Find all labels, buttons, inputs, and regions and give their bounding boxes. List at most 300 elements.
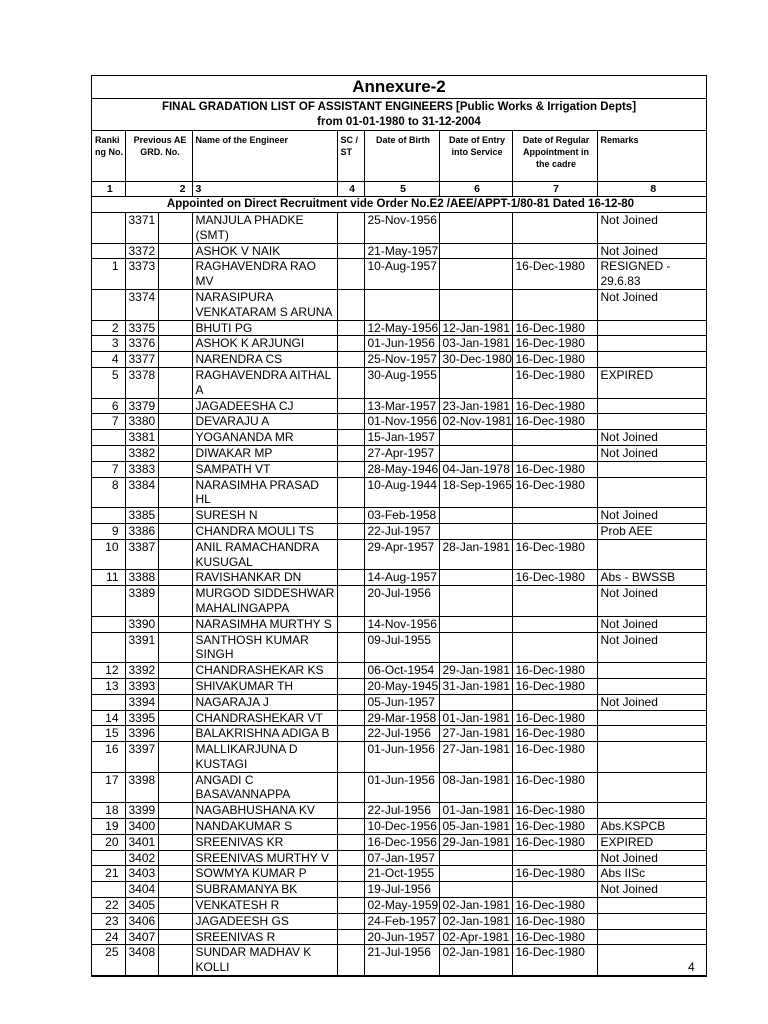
row-sc-st bbox=[337, 694, 364, 710]
row-date-of-entry: 02-Apr-1981 bbox=[439, 929, 512, 945]
row-date-of-entry: 12-Jan-1981 bbox=[439, 320, 512, 336]
row-remarks bbox=[597, 320, 706, 336]
row-remarks: Abs IISc bbox=[597, 866, 706, 882]
row-date-of-birth: 25-Nov-1956 bbox=[364, 213, 439, 244]
row-date-of-entry: 28-Jan-1981 bbox=[439, 539, 512, 570]
table-row bbox=[92, 243, 706, 259]
row-engineer-name: YOGANANDA MR bbox=[192, 430, 337, 446]
table-row bbox=[92, 663, 706, 679]
row-regular-appointment bbox=[512, 243, 597, 259]
annexure-document bbox=[91, 75, 707, 977]
row-date-of-entry bbox=[439, 367, 512, 398]
row-remarks bbox=[597, 352, 706, 368]
row-sc-st bbox=[337, 834, 364, 850]
row-previous-grd-no: 3405 bbox=[125, 898, 158, 914]
header-row bbox=[92, 131, 706, 182]
row-engineer-name: MALLIKARJUNA D KUSTAGI bbox=[192, 742, 337, 773]
row-rank: 16 bbox=[92, 742, 125, 773]
row-blank-cell bbox=[158, 819, 192, 835]
row-date-of-birth: 01-Nov-1956 bbox=[364, 414, 439, 430]
row-engineer-name: SREENIVAS R bbox=[192, 929, 337, 945]
table-row bbox=[92, 523, 706, 539]
row-regular-appointment: 16-Dec-1980 bbox=[512, 398, 597, 414]
column-number: 1 bbox=[92, 182, 125, 197]
row-date-of-entry bbox=[439, 882, 512, 898]
table-row bbox=[92, 367, 706, 398]
row-rank: 10 bbox=[92, 539, 125, 570]
row-blank-cell bbox=[158, 539, 192, 570]
row-date-of-entry: 08-Jan-1981 bbox=[439, 772, 512, 803]
row-previous-grd-no: 3375 bbox=[125, 320, 158, 336]
row-date-of-birth: 29-Apr-1957 bbox=[364, 539, 439, 570]
subtitle-line-1: FINAL GRADATION LIST OF ASSISTANT ENGINEERS [Public Works & Irrigation Depts] bbox=[161, 101, 637, 113]
section-heading-row bbox=[92, 197, 706, 213]
row-date-of-entry: 05-Jan-1981 bbox=[439, 819, 512, 835]
header-remarks: Remarks bbox=[597, 131, 706, 182]
row-remarks bbox=[597, 913, 706, 929]
row-date-of-birth: 06-Oct-1954 bbox=[364, 663, 439, 679]
row-blank-cell bbox=[158, 772, 192, 803]
row-previous-grd-no: 3395 bbox=[125, 710, 158, 726]
row-regular-appointment: 16-Dec-1980 bbox=[512, 772, 597, 803]
row-engineer-name: ANIL RAMACHANDRA KUSUGAL bbox=[192, 539, 337, 570]
row-date-of-birth: 28-May-1946 bbox=[364, 461, 439, 477]
row-date-of-entry bbox=[439, 445, 512, 461]
row-previous-grd-no: 3373 bbox=[125, 259, 158, 290]
row-blank-cell bbox=[158, 259, 192, 290]
row-previous-grd-no: 3383 bbox=[125, 461, 158, 477]
row-sc-st bbox=[337, 850, 364, 866]
row-regular-appointment bbox=[512, 508, 597, 524]
row-blank-cell bbox=[158, 913, 192, 929]
row-engineer-name: ASHOK K ARJUNGI bbox=[192, 336, 337, 352]
row-regular-appointment: 16-Dec-1980 bbox=[512, 570, 597, 586]
row-regular-appointment: 16-Dec-1980 bbox=[512, 663, 597, 679]
row-rank bbox=[92, 213, 125, 244]
row-blank-cell bbox=[158, 243, 192, 259]
row-regular-appointment bbox=[512, 616, 597, 632]
row-previous-grd-no: 3372 bbox=[125, 243, 158, 259]
row-sc-st bbox=[337, 819, 364, 835]
row-blank-cell bbox=[158, 570, 192, 586]
row-regular-appointment bbox=[512, 632, 597, 663]
row-blank-cell bbox=[158, 213, 192, 244]
row-rank: 4 bbox=[92, 352, 125, 368]
row-previous-grd-no: 3381 bbox=[125, 430, 158, 446]
row-engineer-name: SURESH N bbox=[192, 508, 337, 524]
row-regular-appointment: 16-Dec-1980 bbox=[512, 929, 597, 945]
row-engineer-name: DIWAKAR MP bbox=[192, 445, 337, 461]
table-row bbox=[92, 336, 706, 352]
row-remarks: EXPIRED bbox=[597, 367, 706, 398]
row-blank-cell bbox=[158, 742, 192, 773]
row-previous-grd-no: 3396 bbox=[125, 726, 158, 742]
row-engineer-name: SANTHOSH KUMAR SINGH bbox=[192, 632, 337, 663]
row-regular-appointment bbox=[512, 586, 597, 617]
row-remarks bbox=[597, 929, 706, 945]
row-date-of-entry bbox=[439, 289, 512, 320]
row-blank-cell bbox=[158, 430, 192, 446]
row-remarks bbox=[597, 477, 706, 508]
column-number: 5 bbox=[364, 182, 439, 197]
row-regular-appointment: 16-Dec-1980 bbox=[512, 352, 597, 368]
row-engineer-name: SREENIVAS MURTHY V bbox=[192, 850, 337, 866]
row-regular-appointment: 16-Dec-1980 bbox=[512, 803, 597, 819]
table-row bbox=[92, 929, 706, 945]
row-sc-st bbox=[337, 336, 364, 352]
table-body bbox=[92, 213, 706, 976]
row-date-of-entry: 02-Jan-1981 bbox=[439, 945, 512, 976]
row-date-of-birth: 14-Nov-1956 bbox=[364, 616, 439, 632]
row-engineer-name: SHIVAKUMAR TH bbox=[192, 678, 337, 694]
row-remarks: Not Joined bbox=[597, 508, 706, 524]
row-sc-st bbox=[337, 508, 364, 524]
row-remarks: EXPIRED bbox=[597, 834, 706, 850]
row-previous-grd-no: 3374 bbox=[125, 289, 158, 320]
row-blank-cell bbox=[158, 803, 192, 819]
row-date-of-birth: 12-May-1956 bbox=[364, 320, 439, 336]
row-sc-st bbox=[337, 663, 364, 679]
row-remarks bbox=[597, 663, 706, 679]
row-rank bbox=[92, 632, 125, 663]
row-engineer-name: BHUTI PG bbox=[192, 320, 337, 336]
row-blank-cell bbox=[158, 663, 192, 679]
row-date-of-birth: 20-Jun-1957 bbox=[364, 929, 439, 945]
row-previous-grd-no: 3390 bbox=[125, 616, 158, 632]
row-blank-cell bbox=[158, 834, 192, 850]
row-blank-cell bbox=[158, 898, 192, 914]
row-remarks bbox=[597, 726, 706, 742]
row-engineer-name: NARASIMHA PRASAD HL bbox=[192, 477, 337, 508]
subtitle bbox=[92, 99, 706, 131]
row-sc-st bbox=[337, 616, 364, 632]
row-date-of-entry bbox=[439, 213, 512, 244]
row-rank: 5 bbox=[92, 367, 125, 398]
column-number: 2 bbox=[125, 182, 192, 197]
row-previous-grd-no: 3380 bbox=[125, 414, 158, 430]
column-number: 4 bbox=[337, 182, 364, 197]
row-sc-st bbox=[337, 570, 364, 586]
row-engineer-name: NARASIPURA VENKATARAM S ARUNA bbox=[192, 289, 337, 320]
column-number: 6 bbox=[439, 182, 512, 197]
row-blank-cell bbox=[158, 882, 192, 898]
row-regular-appointment: 16-Dec-1980 bbox=[512, 320, 597, 336]
row-rank: 21 bbox=[92, 866, 125, 882]
header-date-of-entry: Date of Entry into Service bbox=[439, 131, 512, 182]
row-rank: 24 bbox=[92, 929, 125, 945]
row-date-of-entry bbox=[439, 243, 512, 259]
row-remarks: Abs - BWSSB bbox=[597, 570, 706, 586]
table-row bbox=[92, 320, 706, 336]
row-date-of-entry: 01-Jan-1981 bbox=[439, 710, 512, 726]
row-sc-st bbox=[337, 772, 364, 803]
row-regular-appointment: 16-Dec-1980 bbox=[512, 678, 597, 694]
row-sc-st bbox=[337, 913, 364, 929]
table-row bbox=[92, 259, 706, 290]
row-previous-grd-no: 3401 bbox=[125, 834, 158, 850]
row-blank-cell bbox=[158, 320, 192, 336]
row-previous-grd-no: 3384 bbox=[125, 477, 158, 508]
row-date-of-entry: 27-Jan-1981 bbox=[439, 742, 512, 773]
row-date-of-birth: 21-May-1957 bbox=[364, 243, 439, 259]
row-engineer-name: NARASIMHA MURTHY S bbox=[192, 616, 337, 632]
row-regular-appointment: 16-Dec-1980 bbox=[512, 834, 597, 850]
row-engineer-name: CHANDRA MOULI TS bbox=[192, 523, 337, 539]
row-date-of-birth: 30-Aug-1955 bbox=[364, 367, 439, 398]
row-date-of-entry bbox=[439, 508, 512, 524]
table-row bbox=[92, 834, 706, 850]
row-remarks: Not Joined bbox=[597, 586, 706, 617]
row-date-of-birth: 27-Apr-1957 bbox=[364, 445, 439, 461]
row-sc-st bbox=[337, 586, 364, 617]
row-previous-grd-no: 3392 bbox=[125, 663, 158, 679]
row-engineer-name: MANJULA PHADKE (SMT) bbox=[192, 213, 337, 244]
row-sc-st bbox=[337, 398, 364, 414]
row-rank bbox=[92, 616, 125, 632]
row-date-of-birth: 20-May-1945 bbox=[364, 678, 439, 694]
row-sc-st bbox=[337, 477, 364, 508]
row-remarks bbox=[597, 803, 706, 819]
row-date-of-birth: 29-Mar-1958 bbox=[364, 710, 439, 726]
row-regular-appointment bbox=[512, 213, 597, 244]
table-row bbox=[92, 508, 706, 524]
row-date-of-entry bbox=[439, 850, 512, 866]
row-date-of-birth: 14-Aug-1957 bbox=[364, 570, 439, 586]
row-previous-grd-no: 3382 bbox=[125, 445, 158, 461]
row-regular-appointment: 16-Dec-1980 bbox=[512, 414, 597, 430]
row-date-of-birth: 21-Oct-1955 bbox=[364, 866, 439, 882]
column-number-row bbox=[92, 182, 706, 197]
header-previous-grd: Previous AE GRD. No. bbox=[125, 131, 192, 182]
table-row bbox=[92, 803, 706, 819]
row-sc-st bbox=[337, 367, 364, 398]
row-date-of-entry bbox=[439, 430, 512, 446]
row-engineer-name: JAGADEESH GS bbox=[192, 913, 337, 929]
row-previous-grd-no: 3398 bbox=[125, 772, 158, 803]
row-sc-st bbox=[337, 243, 364, 259]
row-regular-appointment: 16-Dec-1980 bbox=[512, 710, 597, 726]
row-regular-appointment: 16-Dec-1980 bbox=[512, 898, 597, 914]
row-date-of-birth: 01-Jun-1956 bbox=[364, 336, 439, 352]
row-rank bbox=[92, 289, 125, 320]
row-date-of-entry: 18-Sep-1965 bbox=[439, 477, 512, 508]
row-rank bbox=[92, 882, 125, 898]
row-date-of-birth: 10-Dec-1956 bbox=[364, 819, 439, 835]
row-date-of-entry bbox=[439, 570, 512, 586]
row-remarks bbox=[597, 398, 706, 414]
row-regular-appointment: 16-Dec-1980 bbox=[512, 945, 597, 976]
row-engineer-name: NANDAKUMAR S bbox=[192, 819, 337, 835]
row-remarks: Not Joined bbox=[597, 213, 706, 244]
row-engineer-name: SOWMYA KUMAR P bbox=[192, 866, 337, 882]
row-engineer-name: SREENIVAS KR bbox=[192, 834, 337, 850]
row-date-of-birth: 02-May-1959 bbox=[364, 898, 439, 914]
row-rank: 14 bbox=[92, 710, 125, 726]
table-row bbox=[92, 710, 706, 726]
row-blank-cell bbox=[158, 398, 192, 414]
row-date-of-entry: 02-Jan-1981 bbox=[439, 898, 512, 914]
table-row bbox=[92, 882, 706, 898]
row-engineer-name: ANGADI C BASAVANNAPPA bbox=[192, 772, 337, 803]
row-sc-st bbox=[337, 945, 364, 976]
row-blank-cell bbox=[158, 523, 192, 539]
row-remarks: Not Joined bbox=[597, 430, 706, 446]
row-date-of-birth: 20-Jul-1956 bbox=[364, 586, 439, 617]
row-blank-cell bbox=[158, 367, 192, 398]
row-sc-st bbox=[337, 539, 364, 570]
row-remarks: Not Joined bbox=[597, 289, 706, 320]
row-date-of-birth: 24-Feb-1957 bbox=[364, 913, 439, 929]
row-sc-st bbox=[337, 352, 364, 368]
row-rank bbox=[92, 508, 125, 524]
column-number: 3 bbox=[192, 182, 337, 197]
page-title: Annexure-2 bbox=[92, 76, 706, 99]
row-sc-st bbox=[337, 259, 364, 290]
row-sc-st bbox=[337, 898, 364, 914]
row-engineer-name: ASHOK V NAIK bbox=[192, 243, 337, 259]
row-rank: 22 bbox=[92, 898, 125, 914]
table-row bbox=[92, 726, 706, 742]
table-row bbox=[92, 414, 706, 430]
row-date-of-birth: 10-Aug-1944 bbox=[364, 477, 439, 508]
row-blank-cell bbox=[158, 710, 192, 726]
table-row bbox=[92, 352, 706, 368]
row-regular-appointment: 16-Dec-1980 bbox=[512, 539, 597, 570]
row-date-of-entry bbox=[439, 866, 512, 882]
row-date-of-birth bbox=[364, 289, 439, 320]
table-row bbox=[92, 850, 706, 866]
row-engineer-name: CHANDRASHEKAR VT bbox=[192, 710, 337, 726]
table-row bbox=[92, 742, 706, 773]
row-blank-cell bbox=[158, 508, 192, 524]
row-previous-grd-no: 3404 bbox=[125, 882, 158, 898]
row-blank-cell bbox=[158, 678, 192, 694]
header-date-of-birth: Date of Birth bbox=[364, 131, 439, 182]
row-regular-appointment: 16-Dec-1980 bbox=[512, 726, 597, 742]
subtitle-line-2: from 01-01-1980 to 31-12-2004 bbox=[317, 116, 481, 128]
row-remarks: RESIGNED - 29.6.83 bbox=[597, 259, 706, 290]
row-rank bbox=[92, 430, 125, 446]
row-engineer-name: CHANDRASHEKAR KS bbox=[192, 663, 337, 679]
row-blank-cell bbox=[158, 929, 192, 945]
table-row bbox=[92, 913, 706, 929]
row-sc-st bbox=[337, 742, 364, 773]
table-row bbox=[92, 430, 706, 446]
row-blank-cell bbox=[158, 586, 192, 617]
row-rank: 20 bbox=[92, 834, 125, 850]
row-regular-appointment: 16-Dec-1980 bbox=[512, 367, 597, 398]
section-heading: Appointed on Direct Recruitment vide Order No.E2 /AEE/APPT-1/80-81 Dated 16-12-80 bbox=[92, 197, 706, 213]
row-remarks bbox=[597, 461, 706, 477]
row-sc-st bbox=[337, 882, 364, 898]
row-date-of-entry: 04-Jan-1978 bbox=[439, 461, 512, 477]
row-date-of-entry: 02-Nov-1981 bbox=[439, 414, 512, 430]
row-rank: 18 bbox=[92, 803, 125, 819]
row-remarks bbox=[597, 710, 706, 726]
gradation-table bbox=[92, 131, 706, 976]
row-sc-st bbox=[337, 414, 364, 430]
row-previous-grd-no: 3385 bbox=[125, 508, 158, 524]
row-previous-grd-no: 3399 bbox=[125, 803, 158, 819]
row-rank: 1 bbox=[92, 259, 125, 290]
row-remarks: Not Joined bbox=[597, 850, 706, 866]
row-regular-appointment bbox=[512, 430, 597, 446]
row-regular-appointment: 16-Dec-1980 bbox=[512, 461, 597, 477]
row-sc-st bbox=[337, 445, 364, 461]
row-rank: 11 bbox=[92, 570, 125, 586]
row-rank bbox=[92, 445, 125, 461]
row-regular-appointment: 16-Dec-1980 bbox=[512, 742, 597, 773]
row-engineer-name: BALAKRISHNA ADIGA B bbox=[192, 726, 337, 742]
row-date-of-birth: 15-Jan-1957 bbox=[364, 430, 439, 446]
row-sc-st bbox=[337, 213, 364, 244]
table-row bbox=[92, 819, 706, 835]
row-rank: 7 bbox=[92, 461, 125, 477]
row-blank-cell bbox=[158, 352, 192, 368]
row-previous-grd-no: 3394 bbox=[125, 694, 158, 710]
row-date-of-birth: 01-Jun-1956 bbox=[364, 742, 439, 773]
row-blank-cell bbox=[158, 445, 192, 461]
row-date-of-entry bbox=[439, 259, 512, 290]
row-date-of-birth: 03-Feb-1958 bbox=[364, 508, 439, 524]
row-regular-appointment bbox=[512, 445, 597, 461]
row-rank: 6 bbox=[92, 398, 125, 414]
row-date-of-entry: 29-Jan-1981 bbox=[439, 663, 512, 679]
row-remarks bbox=[597, 414, 706, 430]
row-remarks: Abs.KSPCB bbox=[597, 819, 706, 835]
row-blank-cell bbox=[158, 477, 192, 508]
row-remarks: Not Joined bbox=[597, 243, 706, 259]
row-regular-appointment: 16-Dec-1980 bbox=[512, 477, 597, 508]
row-sc-st bbox=[337, 866, 364, 882]
row-date-of-birth: 05-Jun-1957 bbox=[364, 694, 439, 710]
row-date-of-entry: 23-Jan-1981 bbox=[439, 398, 512, 414]
row-engineer-name: SAMPATH VT bbox=[192, 461, 337, 477]
row-date-of-entry: 27-Jan-1981 bbox=[439, 726, 512, 742]
row-remarks bbox=[597, 678, 706, 694]
row-previous-grd-no: 3387 bbox=[125, 539, 158, 570]
table-row bbox=[92, 477, 706, 508]
row-remarks bbox=[597, 742, 706, 773]
row-date-of-birth: 13-Mar-1957 bbox=[364, 398, 439, 414]
table-row bbox=[92, 539, 706, 570]
row-rank: 17 bbox=[92, 772, 125, 803]
row-date-of-entry bbox=[439, 632, 512, 663]
row-blank-cell bbox=[158, 632, 192, 663]
row-previous-grd-no: 3391 bbox=[125, 632, 158, 663]
table-row bbox=[92, 289, 706, 320]
row-blank-cell bbox=[158, 289, 192, 320]
row-rank: 7 bbox=[92, 414, 125, 430]
row-rank: 12 bbox=[92, 663, 125, 679]
row-regular-appointment bbox=[512, 850, 597, 866]
row-blank-cell bbox=[158, 726, 192, 742]
row-rank: 3 bbox=[92, 336, 125, 352]
row-engineer-name: SUBRAMANYA BK bbox=[192, 882, 337, 898]
header-name: Name of the Engineer bbox=[192, 131, 337, 182]
row-date-of-birth: 01-Jun-1956 bbox=[364, 772, 439, 803]
row-sc-st bbox=[337, 803, 364, 819]
row-previous-grd-no: 3397 bbox=[125, 742, 158, 773]
row-sc-st bbox=[337, 320, 364, 336]
row-regular-appointment: 16-Dec-1980 bbox=[512, 336, 597, 352]
row-rank: 8 bbox=[92, 477, 125, 508]
row-sc-st bbox=[337, 929, 364, 945]
table-row bbox=[92, 398, 706, 414]
row-rank: 9 bbox=[92, 523, 125, 539]
row-date-of-birth: 25-Nov-1957 bbox=[364, 352, 439, 368]
row-rank: 19 bbox=[92, 819, 125, 835]
